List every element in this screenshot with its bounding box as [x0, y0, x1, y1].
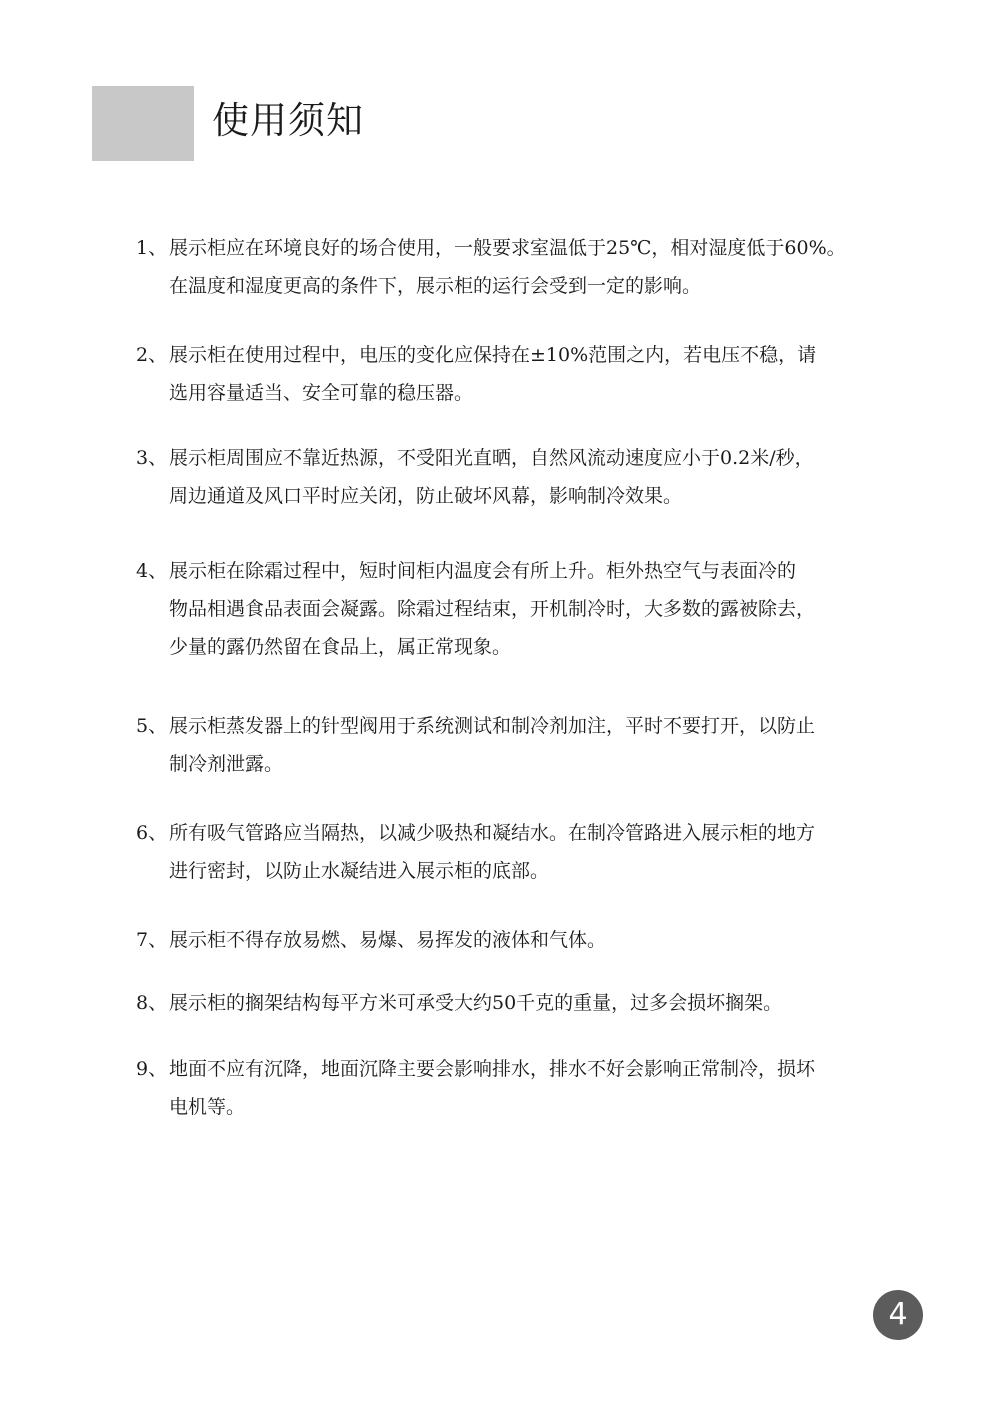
list-item-9 — [136, 1050, 926, 1126]
list-item-5 — [136, 707, 926, 783]
item-number: 6、 — [136, 822, 168, 844]
item-text-line: 所有吸气管路应当隔热，以减少吸热和凝结水。在制冷管路进入展示柜的地方 — [169, 822, 816, 844]
item-text-line: 进行密封，以防止水凝结进入展示柜的底部。 — [169, 860, 550, 882]
item-number: 1、 — [136, 237, 168, 259]
list-item-8 — [136, 984, 926, 1022]
list-item-6 — [136, 814, 926, 890]
item-text-line: 选用容量适当、安全可靠的稳压器。 — [169, 382, 474, 404]
item-number: 7、 — [136, 929, 168, 951]
list-item-3 — [136, 439, 926, 515]
list-item-2 — [136, 336, 926, 412]
item-text-line: 展示柜的搁架结构每平方米可承受大约50千克的重量，过多会损坏搁架。 — [169, 992, 783, 1014]
item-number: 8、 — [136, 992, 168, 1014]
item-text-line: 展示柜周围应不靠近热源，不受阳光直晒，自然风流动速度应小于0.2米/秒， — [169, 447, 814, 469]
header-gray-block — [92, 86, 194, 161]
item-number: 3、 — [136, 447, 168, 469]
page-number-badge: 4 — [873, 1290, 923, 1340]
item-number: 2、 — [136, 344, 168, 366]
item-text-line: 展示柜在使用过程中，电压的变化应保持在±10%范围之内，若电压不稳，请 — [169, 344, 817, 366]
item-text-line: 物品相遇食品表面会凝露。除霜过程结束，开机制冷时，大多数的露被除去， — [169, 598, 816, 620]
list-item-7 — [136, 921, 926, 959]
item-number: 4、 — [136, 560, 168, 582]
item-text-line: 电机等。 — [169, 1096, 246, 1118]
list-item-1 — [136, 229, 926, 305]
item-text-line: 制冷剂泄露。 — [169, 753, 284, 775]
item-text-line: 展示柜在除霜过程中，短时间柜内温度会有所上升。柜外热空气与表面冷的 — [169, 560, 797, 582]
item-text-line: 少量的露仍然留在食品上，属正常现象。 — [169, 636, 512, 658]
item-text-line: 展示柜不得存放易燃、易爆、易挥发的液体和气体。 — [169, 929, 607, 951]
item-text-line: 周边通道及风口平时应关闭，防止破坏风幕，影响制冷效果。 — [169, 485, 683, 507]
item-text-line: 地面不应有沉降，地面沉降主要会影响排水，排水不好会影响正常制冷，损坏 — [169, 1058, 816, 1080]
item-text-line: 在温度和湿度更高的条件下，展示柜的运行会受到一定的影响。 — [169, 275, 702, 297]
item-text-line: 展示柜应在环境良好的场合使用，一般要求室温低于25℃，相对湿度低于60%。 — [169, 237, 846, 259]
page-title: 使用须知 — [212, 99, 364, 142]
item-number: 9、 — [136, 1058, 168, 1080]
item-number: 5、 — [136, 715, 168, 737]
item-text-line: 展示柜蒸发器上的针型阀用于系统测试和制冷剂加注，平时不要打开，以防止 — [169, 715, 816, 737]
list-item-4 — [136, 552, 926, 666]
